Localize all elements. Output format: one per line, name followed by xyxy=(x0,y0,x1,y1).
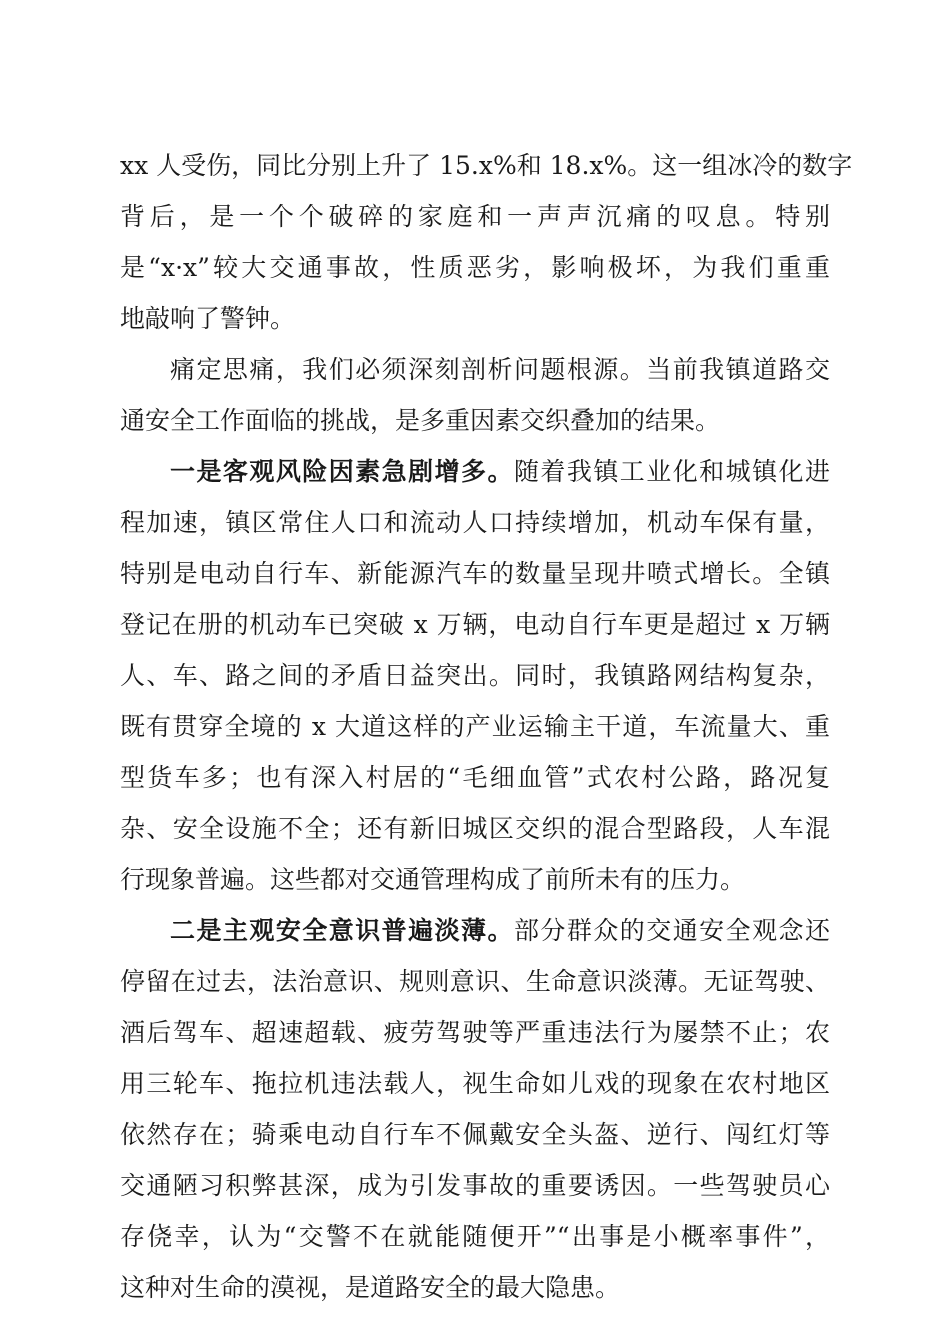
text-run: 随着我镇工业化和城镇化进 xyxy=(513,457,830,486)
document-page xyxy=(120,140,853,1313)
text-line: 既有贯穿全境的 x 大道这样的产业运输主干道，车流量大、重 xyxy=(120,712,830,741)
text-line: 酒后驾车、超速超载、疲劳驾驶等严重违法行为屡禁不止；农 xyxy=(120,1018,830,1047)
text-line: 人、车、路之间的矛盾日益突出。同时，我镇路网结构复杂， xyxy=(120,661,830,690)
section-heading-objective-risk: 一是客观风险因素急剧增多。 xyxy=(170,457,514,486)
text-line: 停留在过去，法治意识、规则意识、生命意识淡薄。无证驾驶、 xyxy=(120,967,830,996)
text-line: 这种对生命的漠视，是道路安全的最大隐患。 xyxy=(120,1273,621,1302)
text-line xyxy=(120,905,830,956)
text-run: 部分群众的交通安全观念还 xyxy=(513,916,830,945)
text-line: 登记在册的机动车已突破 x 万辆，电动自行车更是超过 x 万辆 xyxy=(120,610,830,639)
text-line: 是“x·x”较大交通事故，性质恶劣，影响极坏，为我们重重 xyxy=(120,253,830,282)
text-line: 用三轮车、拖拉机违法载人，视生命如儿戏的现象在农村地区 xyxy=(120,1069,830,1098)
paragraph-subjective-awareness xyxy=(120,905,830,1313)
paragraph-root-cause xyxy=(120,344,830,446)
text-line: 痛定思痛，我们必须深刻剖析问题根源。当前我镇道路交 xyxy=(170,355,830,384)
text-line: 存侥幸，认为“交警不在就能随便开”“出事是小概率事件”， xyxy=(120,1222,830,1251)
text-line: 依然存在；骑乘电动自行车不佩戴安全头盔、逆行、闯红灯等 xyxy=(120,1120,830,1149)
paragraph-casualty-stats xyxy=(120,140,853,344)
text-line: 通安全工作面临的挑战，是多重因素交织叠加的结果。 xyxy=(120,406,721,435)
text-line: 特别是电动自行车、新能源汽车的数量呈现井喷式增长。全镇 xyxy=(120,559,830,588)
text-line: 地敲响了警钟。 xyxy=(120,304,296,333)
text-line xyxy=(120,446,830,497)
text-line: xx 人受伤，同比分别上升了 15.x%和 18.x%。这一组冰冷的数字 xyxy=(120,151,853,180)
text-line: 杂、安全设施不全；还有新旧城区交织的混合型路段，人车混 xyxy=(120,814,830,843)
text-line: 型货车多；也有深入村居的“毛细血管”式农村公路，路况复 xyxy=(120,763,830,792)
section-heading-subjective-awareness: 二是主观安全意识普遍淡薄。 xyxy=(170,916,514,945)
paragraph-objective-risk xyxy=(120,446,830,905)
text-line: 交通陋习积弊甚深，成为引发事故的重要诱因。一些驾驶员心 xyxy=(120,1171,830,1200)
text-line: 背后，是一个个破碎的家庭和一声声沉痛的叹息。特别 xyxy=(120,202,830,231)
text-line: 程加速，镇区常住人口和流动人口持续增加，机动车保有量， xyxy=(120,508,830,537)
text-line: 行现象普遍。这些都对交通管理构成了前所未有的压力。 xyxy=(120,865,746,894)
